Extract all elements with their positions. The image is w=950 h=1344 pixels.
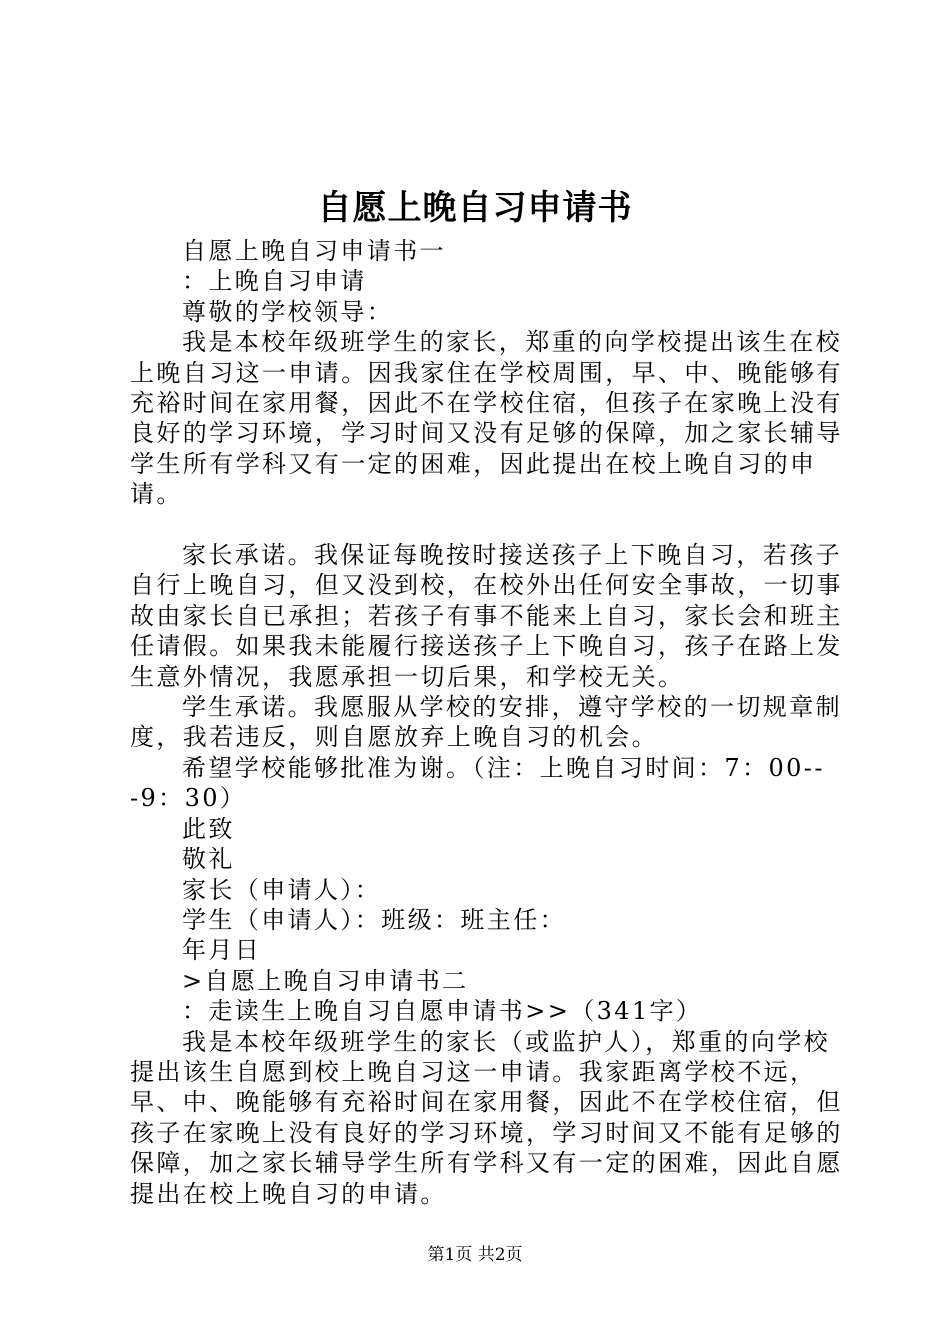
section-heading-one: 自愿上晚自习申请书一 <box>182 237 446 265</box>
closing-cizhi: 此致 <box>182 814 235 843</box>
signature-date: 年月日 <box>182 936 262 965</box>
body-paragraph-student-promise: 学生承诺。我愿服从学校的安排，遵守学校的一切规章制度，我若违反，则自愿放弃上晚自习的机会。 <box>130 693 842 752</box>
subject-line-two: ：走读生上晚自习自愿申请书>>（341字） <box>182 997 703 1026</box>
body-paragraph-request: 我是本校年级班学生的家长，郑重的向学校提出该生在校上晚自习这一申请。因我家住在学校周围，早、中、晚能够有充裕时间在家用餐，因此不在学校住宿，但孩子在家晚上没有良好的学习环境，学习时间又没有足够的保障，加之家长辅导学生所有学科又有一定的困难，因此提出在校上晚自习的申请。 <box>130 328 843 509</box>
signature-parent: 家长（申请人）： <box>182 875 382 904</box>
salutation: 尊敬的学校领导： <box>182 297 394 326</box>
body-paragraph-parent-promise: 家长承诺。我保证每晚按时接送孩子上下晚自习，若孩子自行上晚自习，但又没到校，在校外出任何安全事故，一切事故由家长自已承担；若孩子有事不能来上自习，家长会和班主任请假。如果我未能履行接送孩子上下晚自习，孩子在路上发生意外情况，我愿承担一切后果，和学校无关。 <box>130 541 843 691</box>
section-heading-two: >自愿上晚自习申请书二 <box>182 966 469 995</box>
document-body <box>130 236 845 1209</box>
page-footer: 第1页 共2页 <box>427 1245 523 1265</box>
body-paragraph-hope: 希望学校能够批准为谢。（注：上晚自习时间：7：00---9：30） <box>130 753 825 813</box>
document-title: 自愿上晚自习申请书 <box>317 188 633 228</box>
signature-student: 学生（申请人）：班级：班主任： <box>182 905 566 934</box>
subject-line: ：上晚自习申请 <box>182 267 367 296</box>
closing-jingli: 敬礼 <box>182 845 235 874</box>
body-paragraph-request-two: 我是本校年级班学生的家长（或监护人），郑重的向学校提出该生自愿到校上晚自习这一申请。我家距离学校不远，早、中、晚能够有充裕时间在家用餐，因此不在学校住宿，但孩子在家晚上没有良好的学习环境，学习时间又不能有足够的保障，加之家长辅导学生所有学科又有一定的困难，因此自愿提出在校上晚自习的申请。 <box>130 1027 843 1208</box>
